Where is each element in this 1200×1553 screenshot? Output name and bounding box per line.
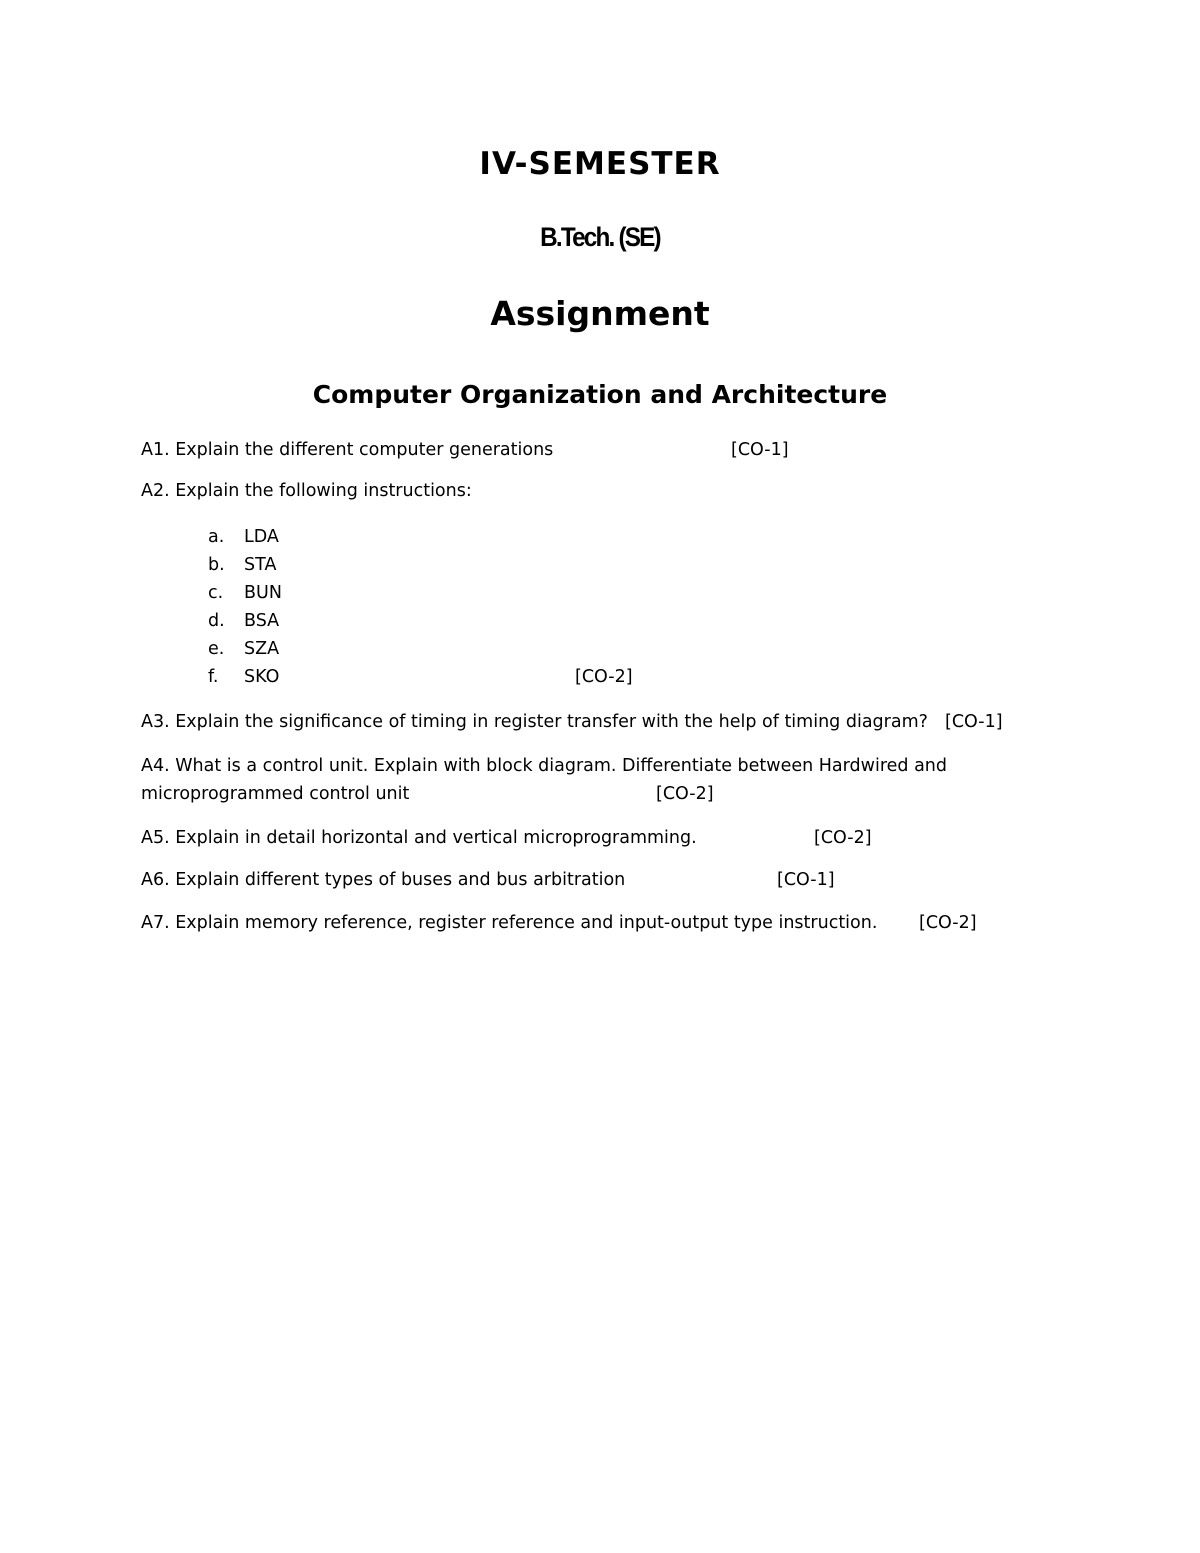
list-label: BSA [244,611,280,631]
assignment-title: Assignment [490,294,710,333]
list-marker: f. [208,667,219,687]
co-tag-a2: [CO-2] [575,667,633,687]
question-a4-line1: A4. What is a control unit. Explain with block diagram. Differentiate between Hardwired and [141,756,947,776]
question-a2: A2. Explain the following instructions: [141,481,472,501]
co-tag-a1: [CO-1] [731,440,789,460]
list-label: SKO [244,667,280,687]
list-marker: e. [208,639,225,659]
co-tag-a7: [CO-2] [919,913,977,933]
list-marker: d. [208,611,225,631]
question-a6: A6. Explain different types of buses and bus arbitration [141,870,626,890]
question-a3: A3. Explain the significance of timing in register transfer with the help of timing diagram? [141,712,928,732]
co-tag-a5: [CO-2] [814,828,872,848]
semester-heading: IV-SEMESTER [479,146,721,182]
list-label: SZA [244,639,280,659]
subject-title: Computer Organization and Architecture [312,380,888,409]
co-tag-a3: [CO-1] [945,712,1003,732]
list-label: LDA [244,527,279,547]
co-tag-a6: [CO-1] [777,870,835,890]
question-a7: A7. Explain memory reference, register reference and input-output type instruction. [141,913,878,933]
list-label: BUN [244,583,282,603]
program-heading: B.Tech. (SE) [540,222,660,252]
question-a1: A1. Explain the different computer generations [141,440,554,460]
question-a5: A5. Explain in detail horizontal and vertical microprogramming. [141,828,697,848]
list-marker: a. [208,527,225,547]
co-tag-a4: [CO-2] [656,784,714,804]
list-marker: b. [208,555,225,575]
question-a4-line2: microprogrammed control unit [141,784,410,804]
list-label: STA [244,555,277,575]
list-marker: c. [208,583,224,603]
